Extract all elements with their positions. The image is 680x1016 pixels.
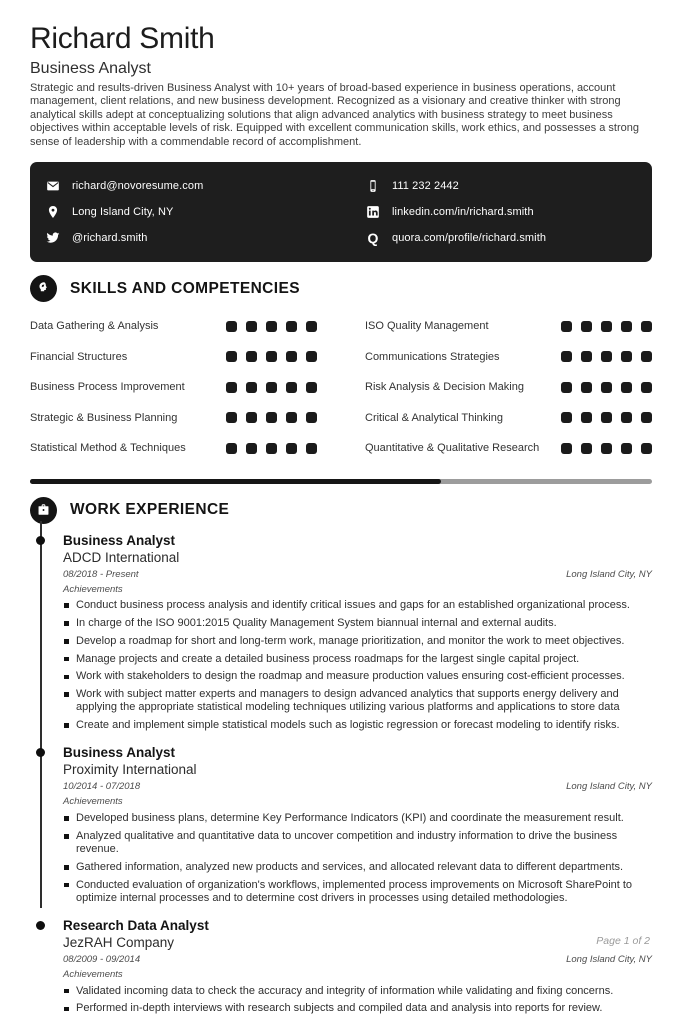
email-icon <box>45 178 61 194</box>
achievement-bullet: Work with subject matter experts and managers to design advanced analytics that supports energy delivery and applying the appropriate statistical modeling techniques utilizing various platforms and applications to store data <box>63 688 652 714</box>
achievements-label: Achievements <box>63 968 123 980</box>
contact-twitter: @richard.smith <box>72 232 148 245</box>
experience-section-header <box>30 497 652 524</box>
skill-rating <box>226 351 317 362</box>
timeline-dot <box>36 921 45 930</box>
job-dates: 08/2009 - 09/2014 <box>63 953 141 965</box>
contact-column-left <box>45 173 365 251</box>
section-divider-fill <box>30 479 441 484</box>
summary-text: Strategic and results-driven Business Analyst with 10+ years of broad-based experience in business operations, account management, client relations, and new business development. Recognized as a visionary and creative thinker with strong analytical skills adept at conceptualizing solutions that align advanced analytics with business strategy to meet business objectives within acceptable levels of risk. Equipped with excellent communication skills, work ethics, and possesses a strong sense of leadership with a commendable record of accomplishment. <box>30 82 639 148</box>
skill-row <box>365 433 652 464</box>
contact-twitter-row <box>45 225 365 251</box>
achievement-bullet: Validated incoming data to check the accuracy and integrity of information while validating and fixing concerns. <box>63 985 652 998</box>
achievement-bullet: Manage projects and create a detailed business process roadmaps for the largest single capital project. <box>63 653 652 666</box>
skill-rating <box>226 412 317 423</box>
job-entry <box>30 745 652 905</box>
skill-label: Communications Strategies <box>365 350 500 363</box>
skill-rating <box>226 321 317 332</box>
achievement-bullet: Gathered information, analyzed new products and services, and allocated relevant data to different departments. <box>63 861 652 874</box>
job-meta <box>63 954 652 965</box>
job-entry <box>30 533 652 733</box>
location-pin-icon <box>45 204 61 220</box>
contact-linkedin-row <box>365 199 637 225</box>
experience-list <box>30 533 652 1016</box>
skill-label: Risk Analysis & Decision Making <box>365 381 524 394</box>
achievements-label: Achievements <box>63 583 123 595</box>
contact-card <box>30 162 652 262</box>
skill-row <box>365 403 652 434</box>
achievement-bullet: Work with stakeholders to design the roadmap and measure production values ensuring cost-efficient processes. <box>63 670 652 683</box>
skill-rating <box>226 443 317 454</box>
achievement-bullet: Conducted evaluation of organization's workflows, implemented process improvements on Microsoft SharePoint to optimize internal processes and to determine cost drivers in processes using detailed methodologies. <box>63 879 652 905</box>
achievement-bullet: Develop a roadmap for short and long-term work, manage prioritization, and monitor the work to meet objectives. <box>63 635 652 648</box>
timeline-dot <box>36 748 45 757</box>
skill-label: Data Gathering & Analysis <box>30 320 159 333</box>
contact-email-row <box>45 173 365 199</box>
job-location: Long Island City, NY <box>566 781 652 793</box>
skill-label: ISO Quality Management <box>365 320 489 333</box>
skill-rating <box>561 321 652 332</box>
skill-row <box>30 342 317 373</box>
achievement-bullet: Developed business plans, determine Key Performance Indicators (KPI) and coordinate the measurement result. <box>63 812 652 825</box>
job-location: Long Island City, NY <box>566 568 652 580</box>
job-company: JezRAH Company <box>63 934 175 950</box>
skill-row <box>365 311 652 342</box>
skill-rating <box>561 351 652 362</box>
skill-label: Financial Structures <box>30 350 128 363</box>
contact-column-right <box>365 173 637 251</box>
experience-section-title: WORK EXPERIENCE <box>70 501 230 519</box>
job-role: Business Analyst <box>63 532 176 548</box>
skill-label: Critical & Analytical Thinking <box>365 411 503 424</box>
timeline-dot <box>36 536 45 545</box>
contact-location: Long Island City, NY <box>72 206 174 219</box>
skill-label: Quantitative & Qualitative Research <box>365 442 540 455</box>
skill-rating <box>561 412 652 423</box>
skill-row <box>30 311 317 342</box>
skills-section-header <box>30 275 652 302</box>
contact-quora-row <box>365 225 637 251</box>
section-divider-bar <box>30 479 652 484</box>
skill-label: Business Process Improvement <box>30 381 185 394</box>
achievement-bullet: Create and implement simple statistical models such as logistic regression or forecast modeling to identify risks. <box>63 719 652 732</box>
contact-email: richard@novoresume.com <box>72 180 204 193</box>
achievement-bullet: Analyzed qualitative and quantitative data to uncover competition and industry information to drive the business revenue. <box>63 830 652 856</box>
skills-grid <box>30 311 652 464</box>
job-role: Business Analyst <box>63 745 176 761</box>
job-company: Proximity International <box>63 762 197 778</box>
job-meta <box>63 781 652 792</box>
achievements-label: Achievements <box>63 796 123 808</box>
twitter-icon <box>45 230 61 246</box>
skill-rating <box>561 382 652 393</box>
job-dates: 10/2014 - 07/2018 <box>63 781 141 793</box>
job-role: Research Data Analyst <box>63 917 209 933</box>
skill-row <box>365 372 652 403</box>
page-number: Page 1 of 2 <box>596 935 650 947</box>
job-bullets <box>63 812 652 905</box>
contact-linkedin: linkedin.com/in/richard.smith <box>392 206 534 219</box>
skill-label: Strategic & Business Planning <box>30 411 178 424</box>
contact-quora: quora.com/profile/richard.smith <box>392 232 547 245</box>
skill-row <box>365 342 652 373</box>
contact-location-row <box>45 199 365 225</box>
skill-row <box>30 403 317 434</box>
skills-head-gear-icon <box>30 275 57 302</box>
phone-icon <box>365 178 381 194</box>
skill-row <box>30 433 317 464</box>
job-meta <box>63 569 652 580</box>
job-bullets <box>63 599 652 732</box>
briefcase-icon <box>30 497 57 524</box>
job-dates: 08/2018 - Present <box>63 568 139 580</box>
skill-row <box>30 372 317 403</box>
person-name: Richard Smith <box>30 22 215 55</box>
job-company: ADCD International <box>63 549 180 565</box>
skill-label: Statistical Method & Techniques <box>30 442 186 455</box>
achievement-bullet: Performed in-depth interviews with research subjects and compiled data and analysis into reports for review. <box>63 1002 652 1015</box>
achievement-bullet: Conduct business process analysis and identify critical issues and gaps for an established organizational process. <box>63 599 652 612</box>
skills-section-title: SKILLS AND COMPETENCIES <box>70 279 300 297</box>
linkedin-icon <box>365 204 381 220</box>
job-location: Long Island City, NY <box>566 953 652 965</box>
skill-rating <box>226 382 317 393</box>
job-entry <box>30 918 652 1016</box>
quora-icon: Q <box>367 230 379 247</box>
person-title: Business Analyst <box>30 60 151 77</box>
contact-phone: 111 232 2442 <box>392 180 459 193</box>
contact-phone-row <box>365 173 637 199</box>
achievement-bullet: In charge of the ISO 9001:2015 Quality Management System biannual internal and external audits. <box>63 617 652 630</box>
job-bullets <box>63 985 652 1016</box>
skill-rating <box>561 443 652 454</box>
